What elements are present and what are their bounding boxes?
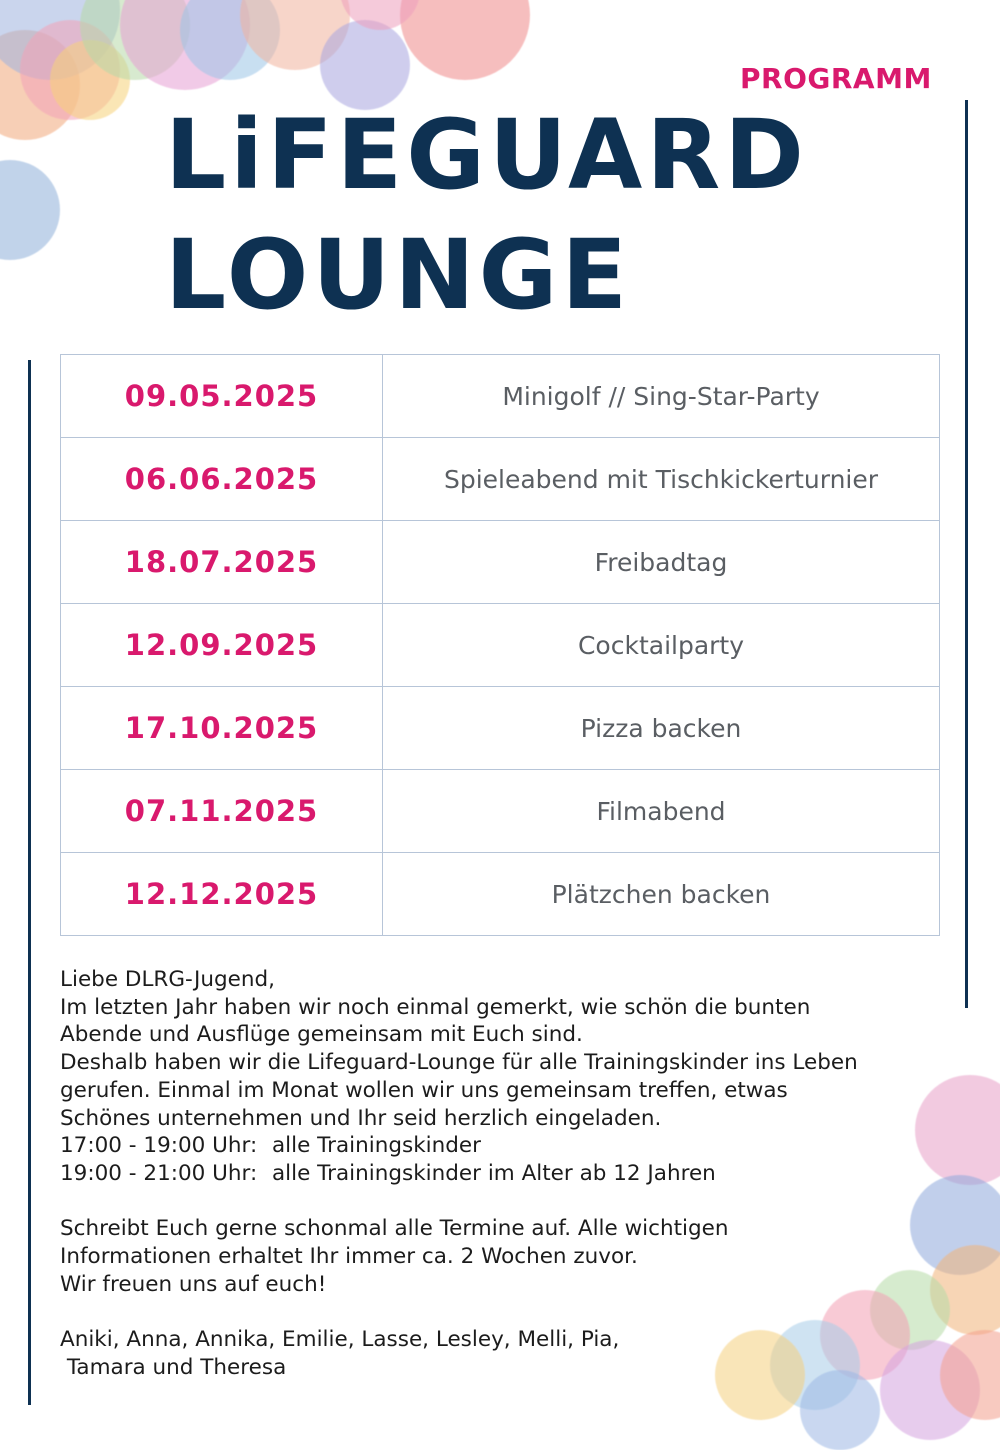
event-title: Spieleabend mit Tischkickerturnier: [383, 438, 940, 521]
signature-line: Tamara und Theresa: [60, 1354, 287, 1380]
event-title: Pizza backen: [383, 687, 940, 770]
letter-line: gerufen. Einmal im Monat wollen wir uns gemeinsam treffen, etwas: [60, 1077, 788, 1103]
letter-line: Abende und Ausflüge gemeinsam mit Euch sind.: [60, 1022, 583, 1048]
right-accent-line: [965, 100, 968, 1008]
letter-line: Wir freuen uns auf euch!: [60, 1271, 327, 1297]
event-title: Minigolf // Sing-Star-Party: [383, 355, 940, 438]
table-row: [61, 355, 940, 438]
letter-line: Schönes unternehmen und Ihr seid herzlich eingeladen.: [60, 1105, 662, 1131]
table-row: [61, 853, 940, 936]
signature-line: Aniki, Anna, Annika, Emilie, Lasse, Lesley, Melli, Pia,: [60, 1327, 620, 1353]
time-range: 17:00 - 19:00 Uhr:: [60, 1133, 258, 1159]
event-date: 17.10.2025: [61, 687, 383, 770]
time-group: alle Trainingskinder: [272, 1133, 481, 1159]
invitation-letter: [60, 966, 980, 1382]
programm-label: PROGRAMM: [740, 62, 932, 95]
schedule-table: [60, 354, 940, 936]
event-date: 12.12.2025: [61, 853, 383, 936]
title-line-1: LiFEGUARD: [165, 99, 808, 211]
letter-line: Schreibt Euch gerne schonmal alle Termine auf. Alle wichtigen: [60, 1216, 729, 1242]
title-line-2: LOUNGE: [165, 219, 632, 331]
letter-line: Im letzten Jahr haben wir noch einmal gemerkt, wie schön die bunten: [60, 994, 811, 1020]
time-slot: [60, 1160, 980, 1188]
letter-line: Informationen erhaltet Ihr immer ca. 2 Wochen zuvor.: [60, 1244, 638, 1270]
event-date: 12.09.2025: [61, 604, 383, 687]
letter-greeting: Liebe DLRG-Jugend,: [60, 967, 275, 992]
event-date: 18.07.2025: [61, 521, 383, 604]
event-title: Filmabend: [383, 770, 940, 853]
event-title: Freibadtag: [383, 521, 940, 604]
event-title: Plätzchen backen: [383, 853, 940, 936]
table-row: [61, 438, 940, 521]
letter-line: Deshalb haben wir die Lifeguard-Lounge für alle Trainingskinder ins Leben: [60, 1050, 858, 1076]
event-date: 09.05.2025: [61, 355, 383, 438]
event-date: 06.06.2025: [61, 438, 383, 521]
time-range: 19:00 - 21:00 Uhr:: [60, 1160, 258, 1186]
event-date: 07.11.2025: [61, 770, 383, 853]
page-title: [165, 95, 808, 335]
time-group: alle Trainingskinder im Alter ab 12 Jahren: [272, 1160, 716, 1186]
table-row: [61, 687, 940, 770]
event-title: Cocktailparty: [383, 604, 940, 687]
time-slot: [60, 1132, 980, 1160]
table-row: [61, 770, 940, 853]
table-row: [61, 521, 940, 604]
table-row: [61, 604, 940, 687]
left-accent-line: [28, 360, 31, 1405]
